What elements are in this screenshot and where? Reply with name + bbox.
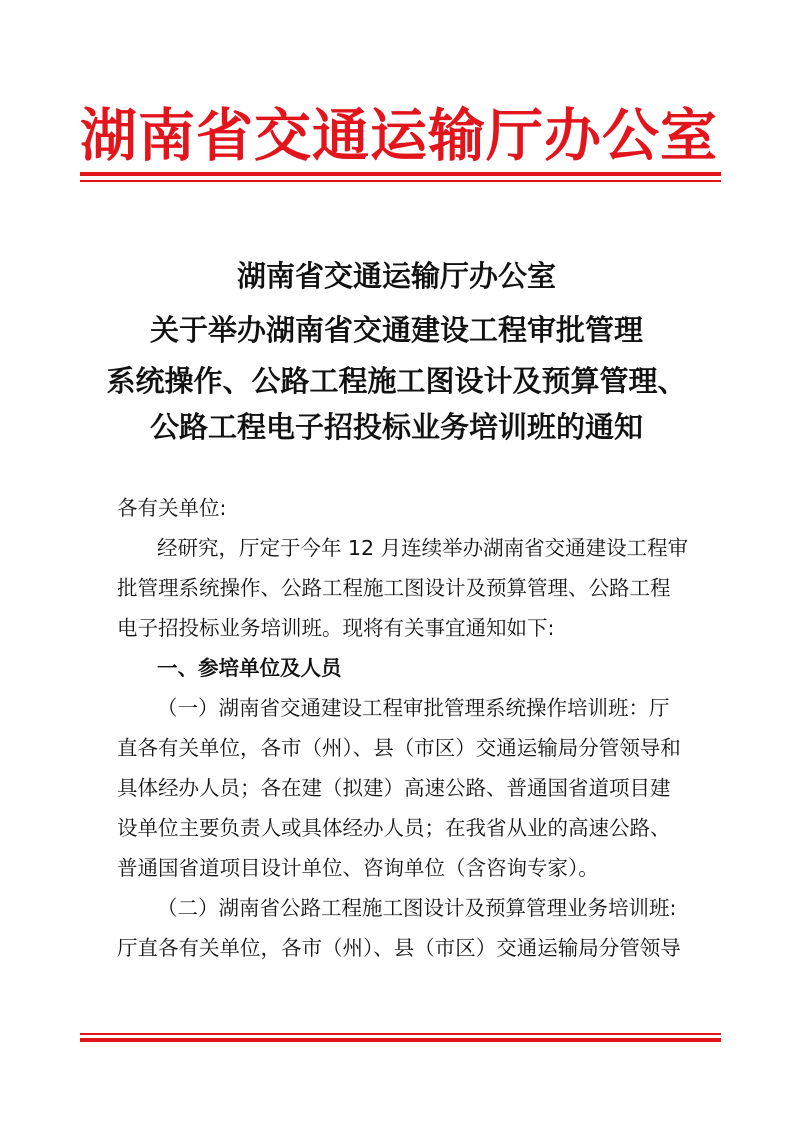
notice-body: [117, 488, 717, 968]
header-rule-thin: [80, 180, 721, 182]
header-rule-thick: [80, 172, 721, 176]
item-1-line: （一）湖南省交通建设工程审批管理系统操作培训班：厅: [157, 696, 670, 720]
notice-title-line-4: 公路工程电子招投标业务培训班的通知: [149, 410, 643, 444]
masthead-title: 湖南省交通运输厅办公室: [80, 102, 718, 169]
item-1-line: 具体经办人员；各在建（拟建）高速公路、普通国省道项目建: [117, 776, 671, 800]
notice-title-line-3: 系统操作、公路工程施工图设计及预算管理、: [106, 364, 687, 398]
item-1-line: 设单位主要负责人或具体经办人员；在我省从业的高速公路、: [117, 816, 671, 840]
section-heading-1: 一、参培单位及人员: [157, 656, 342, 680]
intro-line: 批管理系统操作、公路工程施工图设计及预算管理、公路工程: [117, 576, 671, 600]
intro-paragraph: [117, 528, 717, 648]
intro-line: 经研究，厅定于今年 12 月连续举办湖南省交通建设工程审: [157, 536, 689, 560]
footer-rule-thick: [80, 1038, 721, 1042]
item-1-line: 普通国省道项目设计单位、咨询单位（含咨询专家）。: [117, 856, 599, 880]
notice-title-line-2: 关于举办湖南省交通建设工程审批管理: [149, 313, 643, 347]
footer-rule-thin: [80, 1033, 721, 1035]
intro-line: 电子招投标业务培训班。现将有关事宜通知如下:: [117, 616, 555, 640]
item-2-paragraph: [117, 888, 717, 968]
item-1-paragraph: [117, 688, 717, 888]
item-2-line: （二）湖南省公路工程施工图设计及预算管理业务培训班:: [157, 896, 677, 920]
item-1-line: 直各有关单位，各市（州）、县（市区）交通运输局分管领导和: [117, 736, 681, 760]
item-2-line: 厅直各有关单位，各市（州）、县（市区）交通运输局分管领导: [117, 936, 681, 960]
salutation: 各有关单位:: [117, 496, 227, 520]
notice-title-line-1: 湖南省交通运输厅办公室: [236, 259, 556, 293]
